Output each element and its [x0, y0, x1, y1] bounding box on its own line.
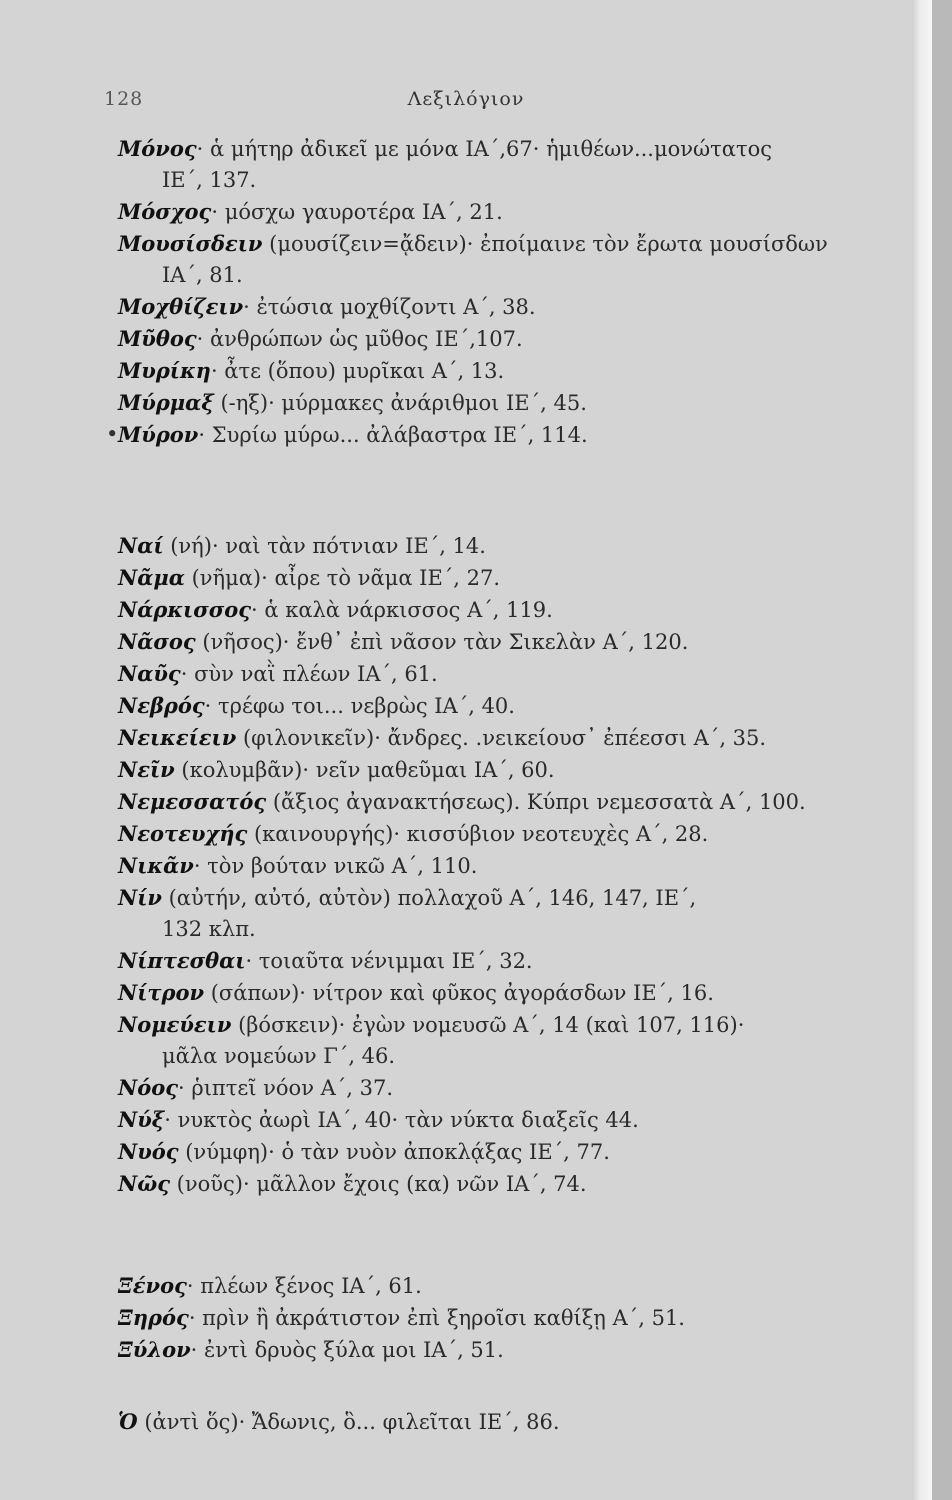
- entry-headword: Νάρκισσος: [118, 597, 251, 622]
- lexicon-entry: [118, 786, 910, 818]
- entry-headword: Νᾶσος: [118, 629, 196, 654]
- entry-definition: · μόσχω γαυροτέρα ΙΑ΄, 21.: [211, 200, 503, 224]
- entry-continuation: μᾶλα νομεύων Γ΄, 46.: [162, 1044, 396, 1068]
- entry-headword: Νεβρός: [118, 693, 205, 718]
- entry-definition: (φιλονικεῖν)· ἄνδρες. .νεικείουσ᾽ ἐπέεσσι Α΄, 35.: [236, 726, 767, 750]
- entry-definition: · πρὶν ἢ ἀκράτιστον ἐπὶ ξηροῖσι καθίξῃ Α΄, 51.: [188, 1306, 685, 1330]
- entry-definition: (νύμφη)· ὁ τὰν νυὸν ἀποκλᾴξας ΙΕ΄, 77.: [178, 1140, 610, 1164]
- entry-headword: Μουσίσδειν: [118, 231, 263, 256]
- lexicon-entry: [118, 626, 910, 658]
- page-number: 128: [104, 88, 144, 110]
- entry-headword: Νεικείειν: [118, 725, 237, 750]
- entry-headword: Νεοτευχής: [118, 821, 248, 846]
- lexicon-entry: [118, 1406, 910, 1438]
- entry-definition: · ἀνθρώπων ὡς μῦθος ΙΕ΄,107.: [196, 327, 523, 351]
- lexicon-entry: [118, 1270, 910, 1302]
- entry-headword: Νόος: [118, 1075, 178, 1100]
- entry-headword: Νικᾶν: [118, 853, 194, 878]
- entry-headword: Ναῦς: [118, 661, 181, 686]
- page-header: [0, 88, 932, 118]
- entry-headword: Μόνος: [118, 136, 197, 161]
- lexicon-entry: [118, 594, 910, 626]
- lexicon-entry: [118, 1136, 910, 1168]
- entry-headword: Ξύλον: [118, 1337, 191, 1362]
- section-m: [106, 133, 910, 451]
- entry-headword: Ξηρός: [118, 1305, 189, 1330]
- entry-definition: · τοιαῦτα νένιμμαι ΙΕ΄, 32.: [245, 949, 533, 973]
- entry-definition: (νῆμα)· αἶρε τὸ νᾶμα ΙΕ΄, 27.: [184, 566, 501, 590]
- entry-definition: · νυκτὸς ἀωρὶ ΙΑ΄, 40· τὰν νύκτα διαξεῖς 44.: [164, 1108, 639, 1132]
- lexicon-entry: [118, 291, 910, 323]
- entry-definition: (νῆσος)· ἔνθ᾽ ἐπὶ νᾶσον τὰν Σικελὰν Α΄, 120.: [195, 630, 689, 654]
- entry-definition: · ἐτώσια μοχθίζοντι Α΄, 38.: [243, 295, 536, 319]
- lexicon-entry: [118, 754, 910, 786]
- entry-headword: Ξένος: [118, 1273, 187, 1298]
- lexicon-entry: [118, 690, 910, 722]
- lexicon-entry: [106, 419, 910, 451]
- lexicon-entry: [118, 323, 910, 355]
- lexicon-entry: [118, 1334, 910, 1366]
- lexicon-entry: [118, 658, 910, 690]
- lexicon-entry: [118, 1302, 910, 1334]
- entry-headword: Νίν: [118, 885, 162, 910]
- entry-definition: · τὸν βούταν νικῶ Α΄, 110.: [193, 854, 478, 878]
- entry-continuation: 132 κλπ.: [162, 917, 256, 941]
- entry-definition: (αὐτήν, αὐτό, αὐτὸν) πολλαχοῦ Α΄, 146, 147, ΙΕ΄,: [161, 886, 697, 910]
- entry-definition: · πλέων ξένος ΙΑ΄, 61.: [186, 1274, 422, 1298]
- lexicon-entry: [118, 1168, 910, 1200]
- entry-definition: (σάπων)· νίτρον καὶ φῦκος ἀγοράσδων ΙΕ΄, 16.: [204, 981, 714, 1005]
- entry-headword: Νυός: [118, 1139, 179, 1164]
- entry-headword: Μύρον: [118, 422, 199, 447]
- entry-continuation: ΙΕ΄, 137.: [162, 168, 257, 192]
- entry-definition: (μουσίζειν=ᾄδειν)· ἐποίμαινε τὸν ἔρωτα μουσίσδων: [262, 232, 828, 256]
- section-x: [118, 1270, 910, 1366]
- entry-headword: Νεῖν: [118, 757, 175, 782]
- entry-headword: Μυρίκη: [118, 358, 211, 383]
- entry-definition: · τρέφω τοι... νεβρὼς ΙΑ΄, 40.: [204, 694, 515, 718]
- entry-definition: (νοῦς)· μᾶλλον ἔχοις (κα) νῶν ΙΑ΄, 74.: [169, 1172, 587, 1196]
- lexicon-entry: [118, 228, 910, 291]
- entry-definition: · ῥιπτεῖ νόον Α΄, 37.: [178, 1076, 394, 1100]
- entry-headword: Μῦθος: [118, 326, 197, 351]
- lexicon-entry: [118, 882, 910, 945]
- lexicon-entry: [118, 530, 910, 562]
- entry-definition: (ἄξιος ἀγανακτήσεως). Κύπρι νεμεσσατὰ Α΄, 100.: [266, 790, 806, 814]
- entry-definition: · σὺν ναῒ πλέων ΙΑ΄, 61.: [180, 662, 438, 686]
- entry-definition: (βόσκειν)· ἐγὼν νομευσῶ Α΄, 14 (καὶ 107, 116)·: [231, 1013, 745, 1037]
- lexicon-entry: [118, 945, 910, 977]
- lexicon-entry: [118, 387, 910, 419]
- entry-headword: Ναί: [118, 533, 164, 558]
- lexicon-entry: [118, 977, 910, 1009]
- entry-continuation: ΙΑ΄, 81.: [162, 263, 243, 287]
- entry-definition: (νή)· ναὶ τὰν πότνιαν ΙΕ΄, 14.: [163, 534, 486, 558]
- entry-headword: Ὁ: [118, 1409, 138, 1434]
- lexicon-entry: [118, 1104, 910, 1136]
- entry-definition: · ἁ καλὰ νάρκισσος Α΄, 119.: [250, 598, 553, 622]
- lexicon-entry: [118, 196, 910, 228]
- running-title: Λεξιλόγιον: [407, 88, 525, 110]
- lexicon-entry: [118, 562, 910, 594]
- entry-definition: · ἆτε (ὅπου) μυρῖκαι Α΄, 13.: [210, 359, 505, 383]
- lexicon-entry: [118, 1072, 910, 1104]
- entry-headword: Νύξ: [118, 1107, 165, 1132]
- entry-headword: Νῶς: [118, 1171, 170, 1196]
- entry-definition: (κολυμβᾶν)· νεῖν μαθεῦμαι ΙΑ΄, 60.: [174, 758, 555, 782]
- entry-definition: (ἀντὶ ὅς)· Ἄδωνις, ὃ... φιλεῖται ΙΕ΄, 86.: [137, 1410, 560, 1434]
- entry-headword: Μόσχος: [118, 199, 212, 224]
- page-edge: [912, 0, 932, 1500]
- entry-definition: · ἐντὶ δρυὸς ξύλα μοι ΙΑ΄, 51.: [190, 1338, 504, 1362]
- lexicon-entry: [118, 1009, 910, 1072]
- entry-headword: Νομεύειν: [118, 1012, 232, 1037]
- entry-headword: Νίπτεσθαι: [118, 948, 246, 973]
- entry-headword: Νεμεσσατός: [118, 789, 267, 814]
- entry-definition: · Συρίω μύρω... ἀλάβαστρα ΙΕ΄, 114.: [198, 423, 588, 447]
- lexicon-entry: [118, 818, 910, 850]
- entry-definition: (-ηξ)· μύρμακες ἀνάριθμοι ΙΕ΄, 45.: [213, 391, 587, 415]
- lexicon-entry: [118, 133, 910, 196]
- entry-headword: Μύρμαξ: [118, 390, 214, 415]
- entry-headword: Νίτρον: [118, 980, 205, 1005]
- lexicon-entry: [118, 850, 910, 882]
- entry-definition: (καινουργής)· κισσύβιον νεοτευχὲς Α΄, 28.: [247, 822, 709, 846]
- lexicon-entry: [118, 722, 910, 754]
- lexicon-entry: [118, 355, 910, 387]
- section-o: [118, 1406, 910, 1438]
- entry-definition: · ἁ μήτηρ ἀδικεῖ με μόνα ΙΑ΄,67· ἡμιθέων...μονώτατος: [196, 137, 772, 161]
- entry-headword: Νᾶμα: [118, 565, 185, 590]
- margin-mark: •: [106, 422, 119, 446]
- section-n: [118, 530, 910, 1200]
- entry-headword: Μοχθίζειν: [118, 294, 244, 319]
